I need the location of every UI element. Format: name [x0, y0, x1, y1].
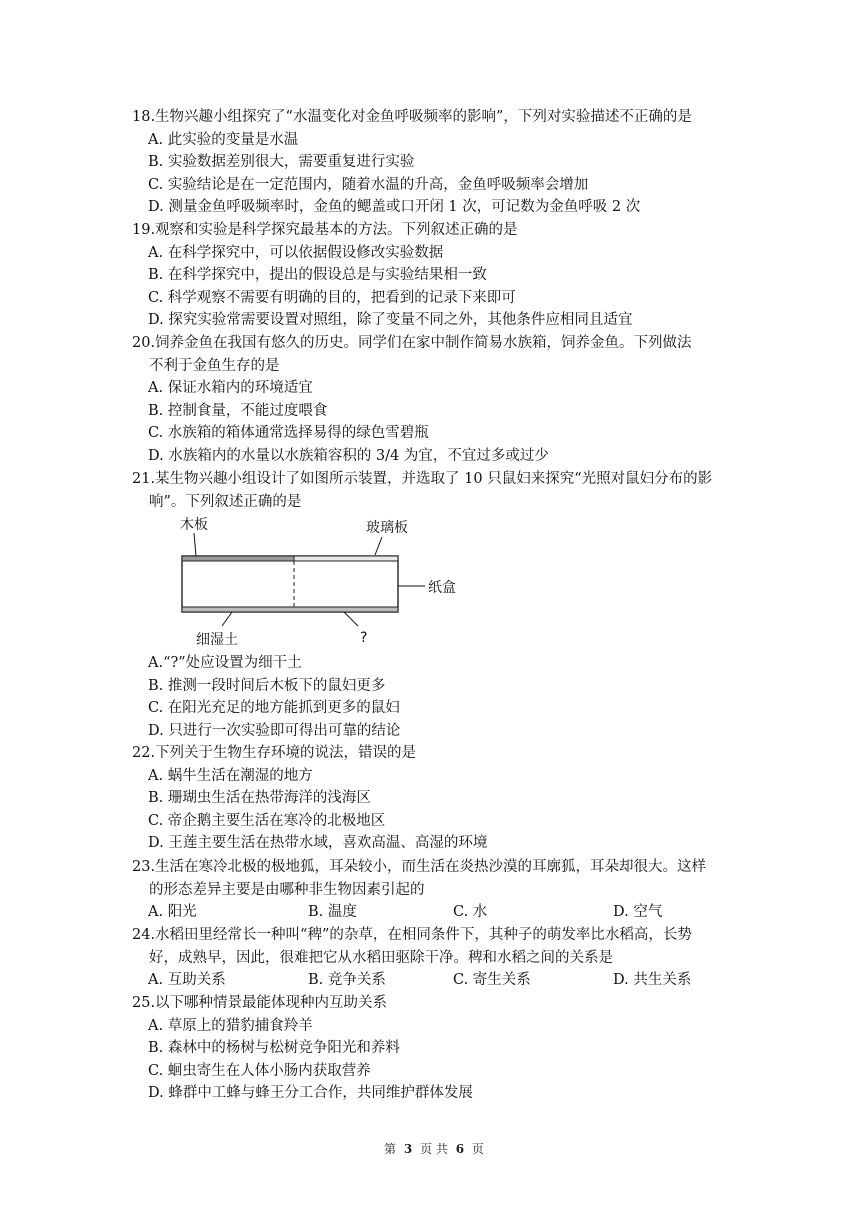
- question-20: [132, 332, 772, 468]
- total-page-count: 6: [455, 1142, 465, 1156]
- options-row: [132, 969, 772, 992]
- option-b: B. 在科学探究中，提出的假设总是与实验结果相一致: [148, 267, 487, 284]
- option-c: C. 实验结论是在一定范围内，随着水温的升高，金鱼呼吸频率会增加: [148, 176, 589, 193]
- option-d: D. 蜂群中工蜂与蜂王分工合作，共同维护群体发展: [148, 1085, 473, 1102]
- label-wood-board: 木板: [180, 517, 208, 533]
- footer-text: 第: [384, 1142, 397, 1156]
- option-c: C. 水: [453, 904, 488, 921]
- question-stem: 22.下列关于生物生存环境的说法，错误的是: [132, 745, 417, 761]
- option-b: B. 竞争关系: [308, 972, 386, 989]
- question-21-stem: [132, 468, 772, 513]
- question-stem: 20.饲养金鱼在我国有悠久的历史。同学们在家中制作简易水族箱，饲养金鱼。下列做法: [132, 335, 692, 351]
- question-stem: 21.某生物兴趣小组设计了如图所示装置，并选取了 10 只鼠妇来探究“光照对鼠妇分布的影: [132, 471, 713, 487]
- option-c: C. 水族箱的箱体通常选择易得的绿色雪碧瓶: [148, 425, 429, 442]
- option-c: C. 寄生关系: [453, 972, 531, 989]
- option-c: C. 科学观察不需要有明确的目的，把看到的记录下来即可: [148, 289, 516, 306]
- footer-text: 页 共: [420, 1142, 448, 1156]
- pointer-line-unknown: [344, 612, 358, 626]
- question-stem: 23.生活在寒冷北极的极地狐，耳朵较小，而生活在炎热沙漠的耳廓狐，耳朵却很大。这样: [132, 859, 707, 875]
- question-19: [132, 219, 772, 332]
- option-d: D. 探究实验常需要设置对照组，除了变量不同之外，其他条件应相同且适宜: [148, 312, 633, 329]
- option-b: B. 实验数据差别很大，需要重复进行实验: [148, 154, 415, 171]
- pointer-line-glass: [375, 537, 382, 555]
- option-d: D. 王莲主要生活在热带水域，喜欢高温、高湿的环境: [148, 835, 488, 852]
- label-wet-soil: 细湿土: [196, 632, 238, 648]
- option-b: B. 控制食量，不能过度喂食: [148, 402, 328, 419]
- wood-board: [182, 556, 294, 561]
- option-a: A. 蜗牛生活在潮湿的地方: [148, 767, 313, 784]
- soil-layer: [182, 607, 398, 612]
- pointer-line-soil: [222, 612, 232, 626]
- option-b: B. 温度: [308, 904, 357, 921]
- question-22: [132, 742, 772, 855]
- question-stem-continued: 不利于金鱼生存的是: [149, 357, 280, 374]
- option-b: B. 珊瑚虫生活在热带海洋的浅海区: [148, 790, 371, 807]
- option-d: D. 空气: [613, 904, 663, 921]
- option-a: A. 保证水箱内的环境适宜: [148, 380, 313, 397]
- option-b: B. 森林中的杨树与松树竞争阳光和养料: [148, 1040, 400, 1057]
- page-footer: [0, 1140, 868, 1157]
- footer-text: 页: [471, 1142, 484, 1156]
- option-a: A. 互助关系: [148, 972, 226, 989]
- option-a: A. 草原上的猎豹捕食羚羊: [148, 1017, 313, 1034]
- question-25: [132, 992, 772, 1105]
- label-glass-plate: 玻璃板: [366, 520, 408, 536]
- options-row: [132, 901, 772, 924]
- option-d: D. 测量金鱼呼吸频率时，金鱼的鳃盖或口开闭 1 次，可记数为金鱼呼吸 2 次: [148, 199, 641, 216]
- question-24: [132, 924, 772, 992]
- option-a: A.“?”处应设置为细干土: [148, 655, 302, 671]
- option-a: A. 此实验的变量是水温: [148, 131, 299, 148]
- pointer-line-wood: [194, 533, 196, 556]
- current-page-number: 3: [403, 1142, 413, 1156]
- question-stem: 18.生物兴趣小组探究了“水温变化对金鱼呼吸频率的影响”，下列对实验描述不正确的是: [132, 109, 692, 125]
- question-stem-continued: 好，成熟早，因此，很难把它从水稻田驱除干净。稗和水稻之间的关系是: [149, 949, 613, 966]
- question-21-options: [132, 652, 772, 742]
- question-18: [132, 106, 772, 219]
- option-d: D. 共生关系: [613, 972, 692, 989]
- experiment-apparatus-diagram: [170, 512, 470, 652]
- question-23: [132, 856, 772, 924]
- option-a: A. 在科学探究中，可以依据假设修改实验数据: [148, 244, 444, 261]
- question-stem-continued: 响”。下列叙述正确的是: [149, 493, 302, 510]
- label-paper-box: 纸盒: [428, 580, 456, 596]
- label-question-mark: ?: [360, 630, 368, 646]
- question-stem: 24.水稻田里经常长一种叫“稗”的杂草，在相同条件下，其种子的萌发率比水稻高，长势: [132, 927, 692, 943]
- question-stem: 19.观察和实验是科学探究最基本的方法。下列叙述正确的是: [132, 222, 518, 238]
- glass-plate: [294, 556, 398, 561]
- option-c: C. 在阳光充足的地方能抓到更多的鼠妇: [148, 700, 400, 717]
- option-d: D. 只进行一次实验即可得出可靠的结论: [148, 722, 401, 739]
- question-stem: 25.以下哪种情景最能体现种内互助关系: [132, 995, 388, 1011]
- paper-box: [182, 556, 398, 612]
- option-d: D. 水族箱内的水量以水族箱容积的 3/4 为宜，不宜过多或过少: [148, 447, 549, 464]
- option-a: A. 阳光: [148, 904, 197, 921]
- option-c: C. 蛔虫寄生在人体小肠内获取营养: [148, 1062, 371, 1079]
- option-c: C. 帝企鹅主要生活在寒冷的北极地区: [148, 812, 386, 829]
- option-b: B. 推测一段时间后木板下的鼠妇更多: [148, 677, 386, 694]
- question-stem-continued: 的形态差异主要是由哪种非生物因素引起的: [149, 881, 425, 898]
